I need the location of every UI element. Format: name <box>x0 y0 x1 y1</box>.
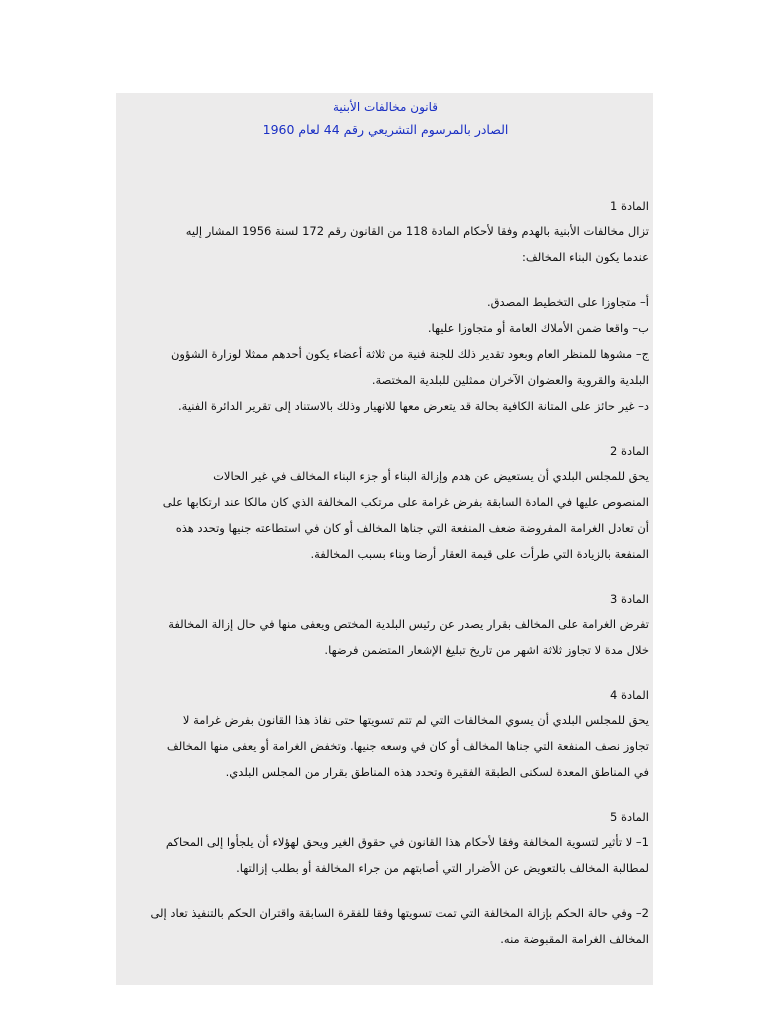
article-line: يحق للمجلس البلدي أن يستعيض عن هدم وإزالة البناء أو جزء البناء المخالف في غير الحالات <box>213 468 649 483</box>
article-line: تزال مخالفات الأبنية بالهدم وفقا لأحكام المادة 118 من القانون رقم 172 لسنة 1956 المشار إليه <box>185 223 649 238</box>
article-line: لمطالبة المخالف بالتعويض عن الأضرار التي أصابتهم من جراء المخالفة أو بطلب إزالتها. <box>236 860 649 875</box>
document-page <box>116 93 653 985</box>
article-1 <box>122 194 649 419</box>
article-line: المنصوص عليها في المادة السابقة بفرض غرامة على مرتكب المخالفة الذي كان مالكا عند ارتكابها على <box>162 494 649 509</box>
article-line: خلال مدة لا تجاوز ثلاثة اشهر من تاريخ تبليغ الإشعار المتضمن فرضها. <box>324 642 649 657</box>
article-2 <box>122 439 649 567</box>
article-line: تجاوز نصف المنفعة التي جناها المخالف أو كان في وسعه جنيها. وتخفض الغرامة أو يعفى منها المخالف <box>166 738 649 753</box>
article-heading: المادة 5 <box>610 809 649 824</box>
article-4 <box>122 683 649 785</box>
article-heading: المادة 3 <box>610 591 649 606</box>
article-item: ج– مشوها للمنظر العام وبعود تقدير ذلك للجنة فنية من ثلاثة أعضاء يكون أحدهم ممثلا لوزارة الشؤون <box>170 346 649 361</box>
article-5 <box>122 805 649 952</box>
article-item: ب– واقعا ضمن الأملاك العامة أو متجاوزا عليها. <box>427 320 649 335</box>
document-title: قانون مخالفات الأبنية <box>332 100 439 114</box>
document-content <box>116 93 653 952</box>
article-heading: المادة 4 <box>610 687 649 702</box>
article-heading: المادة 1 <box>610 198 649 213</box>
article-line: 2– وفي حالة الحكم بإزالة المخالفة التي تمت تسويتها وفقا للفقرة السابقة واقتران الحكم بالتنفيذ تعاد إلى <box>150 905 649 920</box>
article-line: تفرض الغرامة على المخالف بقرار يصدر عن رئيس البلدية المختص ويعفى منها في حال إزالة المخالفة <box>168 616 649 631</box>
article-line: المخالف الغرامة المقبوضة منه. <box>500 931 649 946</box>
article-item: أ– متجاوزا على التخطيط المصدق. <box>486 294 649 309</box>
article-line: في المناطق المعدة لسكنى الطبقة الفقيرة وتحدد هذه المناطق بقرار من المجلس البلدي. <box>225 764 649 779</box>
article-line: عندما يكون البناء المخالف: <box>521 249 649 264</box>
article-item: البلدية والقروية والعضوان الآخران ممثلين للبلدية المختصة. <box>371 372 649 387</box>
document-subtitle: الصادر بالمرسوم التشريعي رقم 44 لعام 1960 <box>262 122 509 137</box>
article-line: المنفعة بالزيادة التي طرأت على قيمة العقار أرضا وبناء بسبب المخالفة. <box>310 546 649 561</box>
article-heading: المادة 2 <box>610 443 649 458</box>
article-line: 1– لا تأثير لتسوية المخالفة وفقا لأحكام هذا القانون في حقوق الغير ويحق لهؤلاء أن يلجأوا إلى المحاكم <box>165 834 649 849</box>
article-line: أن تعادل الغرامة المفروضة ضعف المنفعة التي جناها المخالف أو كان في استطاعته جنيها وتحدد هذه <box>175 520 649 535</box>
article-item: د– غير حائز على المتانة الكافية بحالة قد يتعرض معها للانهيار وذلك بالاستناد إلى تقرير الدائرة الفنية. <box>178 398 649 413</box>
article-line: يحق للمجلس البلدي أن يسوي المخالفات التي لم تتم تسويتها حتى نفاذ هذا القانون بفرض غرامة لا <box>182 712 649 727</box>
article-3 <box>122 587 649 663</box>
